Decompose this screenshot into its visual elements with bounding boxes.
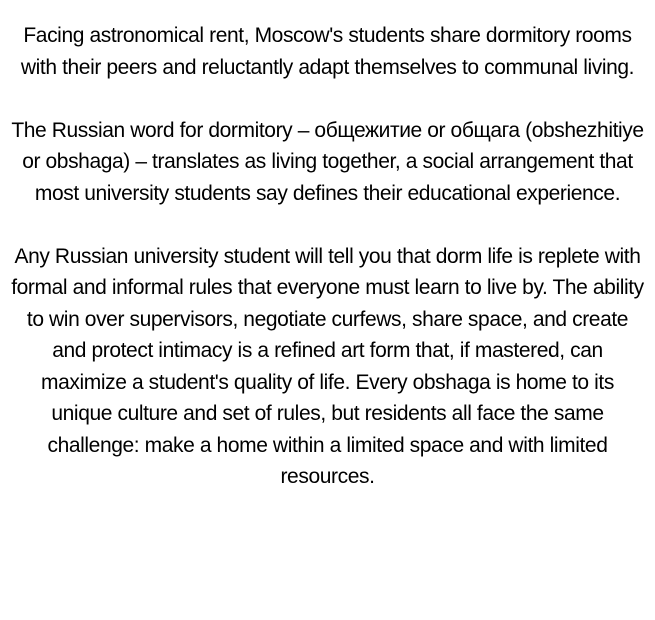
intro-paragraph: Facing astronomical rent, Moscow's students share dormitory rooms with their peers and reluctantly adapt themselves to communal living. [20,24,635,79]
dorm-rules-paragraph: Any Russian university student will tell you that dorm life is replete with formal and informal rules that everyone must learn to live by. The ability to win over supervisors, negotiate curfews, share space, and create and protect intimacy is a refined art form that, if mastered, can maximize a student's quality of life. Every obshaga is home to its unique culture and set of rules, but residents all face the same challenge: make a home within a limited space and with limited resources. [11,244,644,488]
definition-paragraph: The Russian word for dormitory – общежитие or общага (obshezhitiye or obshaga) – translates as living together, a social arrangement that most university students say defines their educational experience. [11,118,644,205]
article-body [10,20,645,493]
